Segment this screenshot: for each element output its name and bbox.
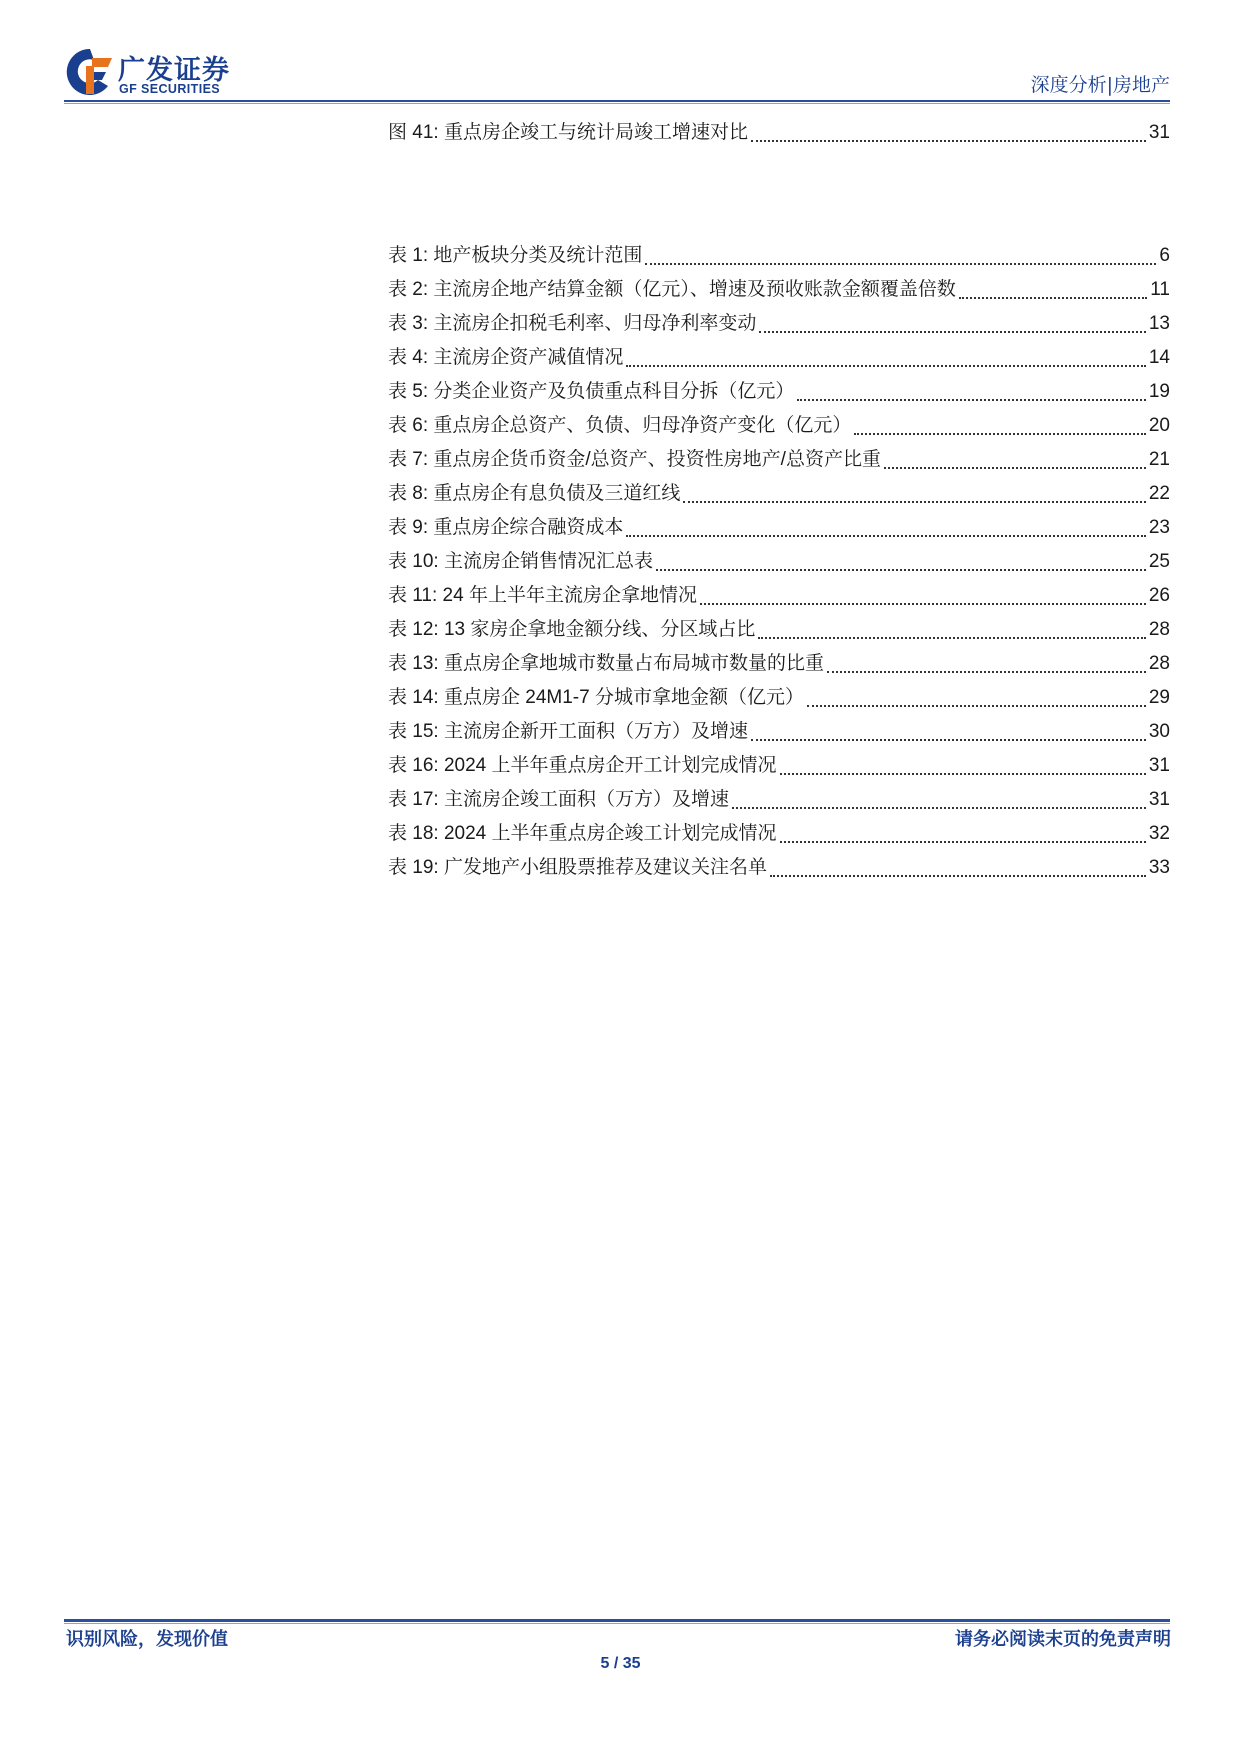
toc-entry[interactable] xyxy=(388,117,1170,151)
footer-slogan: 识别风险，发现价值 xyxy=(66,1629,228,1650)
toc-entry-label: 表 12: 13 家房企拿地金额分线、分区域占比 xyxy=(388,619,756,640)
header-rule-thin xyxy=(64,103,1170,104)
toc-entry-label: 表 2: 主流房企地产结算金额（亿元）、增速及预收账款金额覆盖倍数 xyxy=(388,279,956,300)
toc-leader-dots xyxy=(732,805,1146,809)
toc-entry-page: 20 xyxy=(1148,415,1170,436)
toc-entry-page: 11 xyxy=(1150,279,1170,300)
toc-entry-label: 表 13: 重点房企拿地城市数量占布局城市数量的比重 xyxy=(388,653,824,674)
toc-entry-label: 表 10: 主流房企销售情况汇总表 xyxy=(388,551,653,572)
footer-disclaimer: 请务必阅读末页的免责声明 xyxy=(955,1629,1171,1650)
toc-entry[interactable] xyxy=(388,784,1170,818)
toc-entry-label: 表 7: 重点房企货币资金/总资产、投资性房地产/总资产比重 xyxy=(388,449,881,470)
toc-entry-page: 21 xyxy=(1148,449,1170,470)
toc-leader-dots xyxy=(884,465,1146,469)
toc-entry-page: 13 xyxy=(1148,313,1170,334)
toc-entry[interactable] xyxy=(388,648,1170,682)
toc-entry-label: 表 8: 重点房企有息负债及三道红线 xyxy=(388,483,681,504)
toc-entry-label: 表 17: 主流房企竣工面积（万方）及增速 xyxy=(388,789,729,810)
footer-rule-thin xyxy=(64,1623,1170,1624)
toc-entry-label: 表 16: 2024 上半年重点房企开工计划完成情况 xyxy=(388,755,777,776)
toc-entry-label: 表 3: 主流房企扣税毛利率、归母净利率变动 xyxy=(388,313,757,334)
toc-entry[interactable] xyxy=(388,512,1170,546)
toc-entry[interactable] xyxy=(388,818,1170,852)
toc-entry-page: 25 xyxy=(1148,551,1170,572)
toc-entry[interactable] xyxy=(388,342,1170,376)
logo-english-text: GF SECURITIES xyxy=(119,82,221,96)
logo-chinese-text: 广发证券 xyxy=(118,55,230,86)
toc-entry-page: 29 xyxy=(1148,687,1170,708)
toc-entry-page: 31 xyxy=(1148,122,1170,143)
toc-entry[interactable] xyxy=(388,580,1170,614)
toc-entry[interactable] xyxy=(388,308,1170,342)
toc-entry-label: 表 5: 分类企业资产及负债重点科目分拆（亿元） xyxy=(388,381,795,402)
toc-entry-label: 表 14: 重点房企 24M1-7 分城市拿地金额（亿元） xyxy=(388,687,804,708)
toc-entry[interactable] xyxy=(388,546,1170,580)
toc-leader-dots xyxy=(807,703,1146,707)
toc-entry-label: 表 4: 主流房企资产减值情况 xyxy=(388,347,624,368)
toc-entry-label: 表 11: 24 年上半年主流房企拿地情况 xyxy=(388,585,697,606)
toc-leader-dots xyxy=(827,669,1146,673)
toc-leader-dots xyxy=(751,737,1146,741)
toc-entry[interactable] xyxy=(388,240,1170,274)
toc-leader-dots xyxy=(854,431,1145,435)
toc-entry-page: 23 xyxy=(1148,517,1170,538)
toc-leader-dots xyxy=(645,261,1156,265)
toc-entry-page: 31 xyxy=(1148,755,1170,776)
figure-list xyxy=(388,117,1170,151)
toc-entry[interactable] xyxy=(388,274,1170,308)
toc-leader-dots xyxy=(700,601,1146,605)
page-number: 5 / 35 xyxy=(600,1655,641,1672)
toc-leader-dots xyxy=(959,295,1147,299)
page-header xyxy=(64,44,1170,102)
toc-entry[interactable] xyxy=(388,716,1170,750)
toc-entry-label: 图 41: 重点房企竣工与统计局竣工增速对比 xyxy=(388,122,748,143)
toc-entry-label: 表 19: 广发地产小组股票推荐及建议关注名单 xyxy=(388,857,767,878)
header-rule xyxy=(64,100,1170,102)
toc-entry-page: 19 xyxy=(1148,381,1170,402)
toc-entry-page: 33 xyxy=(1148,857,1170,878)
toc-entry-page: 6 xyxy=(1159,245,1170,266)
toc-entry-page: 30 xyxy=(1148,721,1170,742)
toc-entry[interactable] xyxy=(388,410,1170,444)
gf-securities-logo xyxy=(64,44,264,102)
gf-logo-icon xyxy=(64,46,116,98)
toc-entry-page: 22 xyxy=(1148,483,1170,504)
toc-leader-dots xyxy=(751,138,1146,142)
toc-leader-dots xyxy=(758,635,1145,639)
footer-rule xyxy=(64,1619,1170,1622)
toc-entry-label: 表 6: 重点房企总资产、负债、归母净资产变化（亿元） xyxy=(388,415,852,436)
toc-leader-dots xyxy=(797,397,1145,401)
toc-entry[interactable] xyxy=(388,682,1170,716)
toc-leader-dots xyxy=(626,363,1145,367)
toc-leader-dots xyxy=(780,839,1146,843)
toc-entry-page: 32 xyxy=(1148,823,1170,844)
table-list xyxy=(388,240,1170,886)
toc-entry-label: 表 15: 主流房企新开工面积（万方）及增速 xyxy=(388,721,748,742)
report-category: 深度分析|房地产 xyxy=(1030,74,1170,96)
toc-leader-dots xyxy=(770,873,1146,877)
toc-entry-label: 表 1: 地产板块分类及统计范围 xyxy=(388,245,643,266)
toc-entry[interactable] xyxy=(388,614,1170,648)
toc-entry[interactable] xyxy=(388,478,1170,512)
toc-entry-page: 28 xyxy=(1148,619,1170,640)
toc-entry-label: 表 9: 重点房企综合融资成本 xyxy=(388,517,624,538)
toc-leader-dots xyxy=(780,771,1146,775)
toc-leader-dots xyxy=(626,533,1145,537)
toc-entry-page: 26 xyxy=(1148,585,1170,606)
toc-entry[interactable] xyxy=(388,376,1170,410)
toc-entry[interactable] xyxy=(388,444,1170,478)
toc-leader-dots xyxy=(759,329,1145,333)
toc-entry-page: 31 xyxy=(1148,789,1170,810)
toc-leader-dots xyxy=(683,499,1145,503)
toc-entry[interactable] xyxy=(388,750,1170,784)
toc-entry[interactable] xyxy=(388,852,1170,886)
toc-entry-page: 14 xyxy=(1148,347,1170,368)
toc-entry-label: 表 18: 2024 上半年重点房企竣工计划完成情况 xyxy=(388,823,777,844)
toc-leader-dots xyxy=(656,567,1146,571)
toc-entry-page: 28 xyxy=(1148,653,1170,674)
